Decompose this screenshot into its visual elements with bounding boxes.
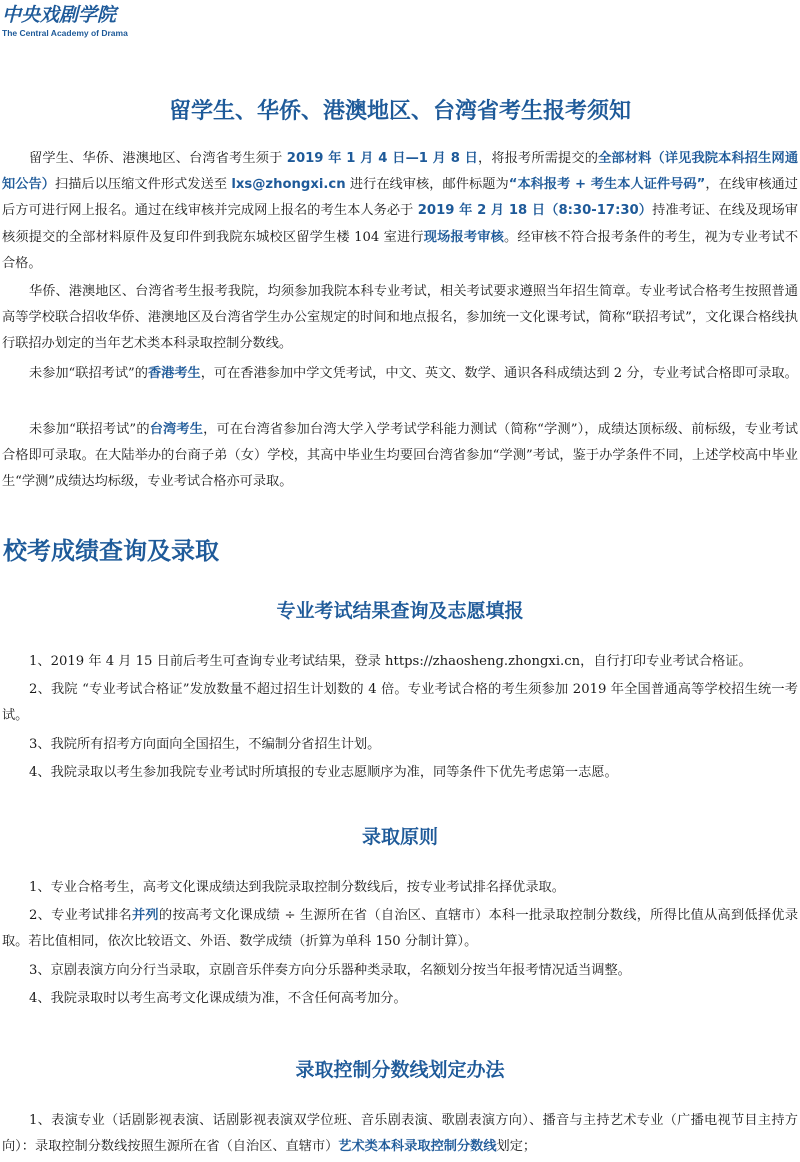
results-query-list xyxy=(2,649,798,788)
page-title: 留学生、华侨、港澳地区、台湾省考生报考须知 xyxy=(168,99,631,124)
highlighted-text: 艺术类本科录取控制分数线 xyxy=(338,1139,497,1155)
intro-paragraph xyxy=(2,279,798,358)
subheading-score-line-method: 录取控制分数线划定办法 xyxy=(295,1059,505,1081)
highlighted-text: 台湾考生 xyxy=(149,422,204,437)
body-text: 留学生、华侨、港澳地区、台湾省考生须于 xyxy=(29,151,287,166)
list-item xyxy=(2,1108,798,1160)
list-item xyxy=(2,649,798,675)
intro-paragraph-hongkong xyxy=(2,361,798,387)
body-text: 的按高考文化课成绩 ÷ 生源所在省（自治区、直辖市）本科一批录取控制分数线，所得比值从高到低择优录取。若比值相同，依次比较语文、外语、数学成绩（折算为单科 150 分制计算）。 xyxy=(2,908,799,950)
highlighted-text: 2019 年 1 月 4 日—1 月 8 日 xyxy=(286,151,479,166)
body-text: ，将报考所需提交的 xyxy=(478,151,599,166)
body-text: 4、我院录取以考生参加我院专业考试时所填报的专业志愿顺序为准，同等条件下优先考虑第一志愿。 xyxy=(29,764,618,780)
subheading-admission-principles: 录取原则 xyxy=(361,826,438,848)
body-text: 1、表演专业（话剧影视表演、话剧影视表演双学位班、音乐剧表演、歌剧表演方向）、播音与主持艺术专业（广播电视节目主持方向）：录取控制分数线按照生源所在省（自治区、直辖市） xyxy=(2,1113,798,1155)
highlighted-text: lxs@zhongxi.cn xyxy=(231,177,346,193)
intro-paragraph xyxy=(2,146,798,277)
admission-principles-list xyxy=(2,875,798,1014)
body-text: ，可在香港参加中学文凭考试，中文、英文、数学、通识各科成绩达到 2 分，专业考试合格即可录取。 xyxy=(200,366,798,381)
highlighted-text: 香港考生 xyxy=(147,366,201,381)
logo-english-name: The Central Academy of Drama xyxy=(2,28,128,38)
body-text: 2、我院 “专业考试合格证”发放数量不超过招生计划数的 4 倍。专业考试合格的考生须参加 2019 年全国普通高等学校招生统一考试。 xyxy=(2,682,798,724)
academy-logo xyxy=(2,4,152,44)
score-line-method-list xyxy=(2,1108,798,1162)
body-text: 4、我院录取时以考生高考文化课成绩为准，不含任何高考加分。 xyxy=(29,990,407,1006)
body-text: 。经审核不符合报考条件的考生，视为专业考试不合格。 xyxy=(2,229,799,271)
highlighted-text: 并列 xyxy=(131,908,159,924)
body-text: 3、我院所有招考方向面向全国招生，不编制分省招生计划。 xyxy=(29,736,381,752)
body-text: 进行在线审核，邮件标题为 xyxy=(345,177,509,193)
body-text: 3、京剧表演方向分行当录取，京剧音乐伴奏方向分乐器种类录取，名额划分按当年报考情况适当调整。 xyxy=(29,962,631,978)
list-item xyxy=(2,677,798,729)
body-text: ，在线审核通过后方可进行网上报名。通过在线审核并完成网上报名的考生本人务必于 xyxy=(2,177,798,219)
body-text: 华侨、港澳地区、台湾省考生报考我院，均须参加我院本科专业考试，相关考试要求遵照当年招生简章。专业考试合格考生按照普通高等学校联合招收华侨、港澳地区及台湾省学生办公室规定的时间和地点报名，参加统一文化课考试，简称“联招考试”，文化课合格线执行联招办划定的当年艺术类本科录取控制分数线。 xyxy=(2,284,798,352)
list-item xyxy=(2,875,798,901)
list-item xyxy=(2,986,798,1012)
body-text: 未参加“联招考试”的 xyxy=(29,366,148,381)
highlighted-text: “本科报考 + 考生本人证件号码” xyxy=(508,177,706,193)
list-item xyxy=(2,958,798,984)
highlighted-text: 全部材料（详见我院本科招生网通知公告） xyxy=(2,151,799,193)
list-item xyxy=(2,760,798,786)
body-text: ，可在台湾省参加台湾大学入学考试学科能力测试（简称“学测”），成绩达顶标级、前标级，专业考试合格即可录取。在大陆举办的台商子弟（女）学校，其高中毕业生均要回台湾省参加“学测”考试，鉴于办学条件不同，上述学校高中毕业生“学测”成绩达均标级，专业考试合格亦可录取。 xyxy=(2,422,798,490)
subheading-results-query: 专业考试结果查询及志愿填报 xyxy=(276,600,524,622)
body-text: 扫描后以压缩文件形式发送至 xyxy=(54,177,232,193)
body-text: 1、2019 年 4 月 15 日前后考生可查询专业考试结果，登录 https://zhaosheng.zhongxi.cn，自行打印专业考试合格证。 xyxy=(29,654,752,669)
body-text: 未参加“联招考试”的 xyxy=(29,422,150,437)
body-text: 划定； xyxy=(496,1139,537,1155)
body-text: 2、专业考试排名 xyxy=(29,908,132,924)
highlighted-text: 2019 年 2 月 18 日（8:30-17:30） xyxy=(417,203,653,219)
body-text: 1、专业合格考生，高考文化课成绩达到我院录取控制分数线后，按专业考试排名择优录取。 xyxy=(29,880,565,895)
highlighted-text: 现场报考审核 xyxy=(423,229,504,245)
list-item xyxy=(2,732,798,758)
intro-paragraph-taiwan xyxy=(2,417,798,496)
section-heading: 校考成绩查询及录取 xyxy=(3,537,219,565)
list-item xyxy=(2,903,798,955)
body-text: 持准考证、在线及现场审核须提交的全部材料原件及复印件到我院东城校区留学生楼 104 室进行 xyxy=(2,203,798,245)
logo-chinese-name: 中央戏剧学院 xyxy=(2,4,117,26)
